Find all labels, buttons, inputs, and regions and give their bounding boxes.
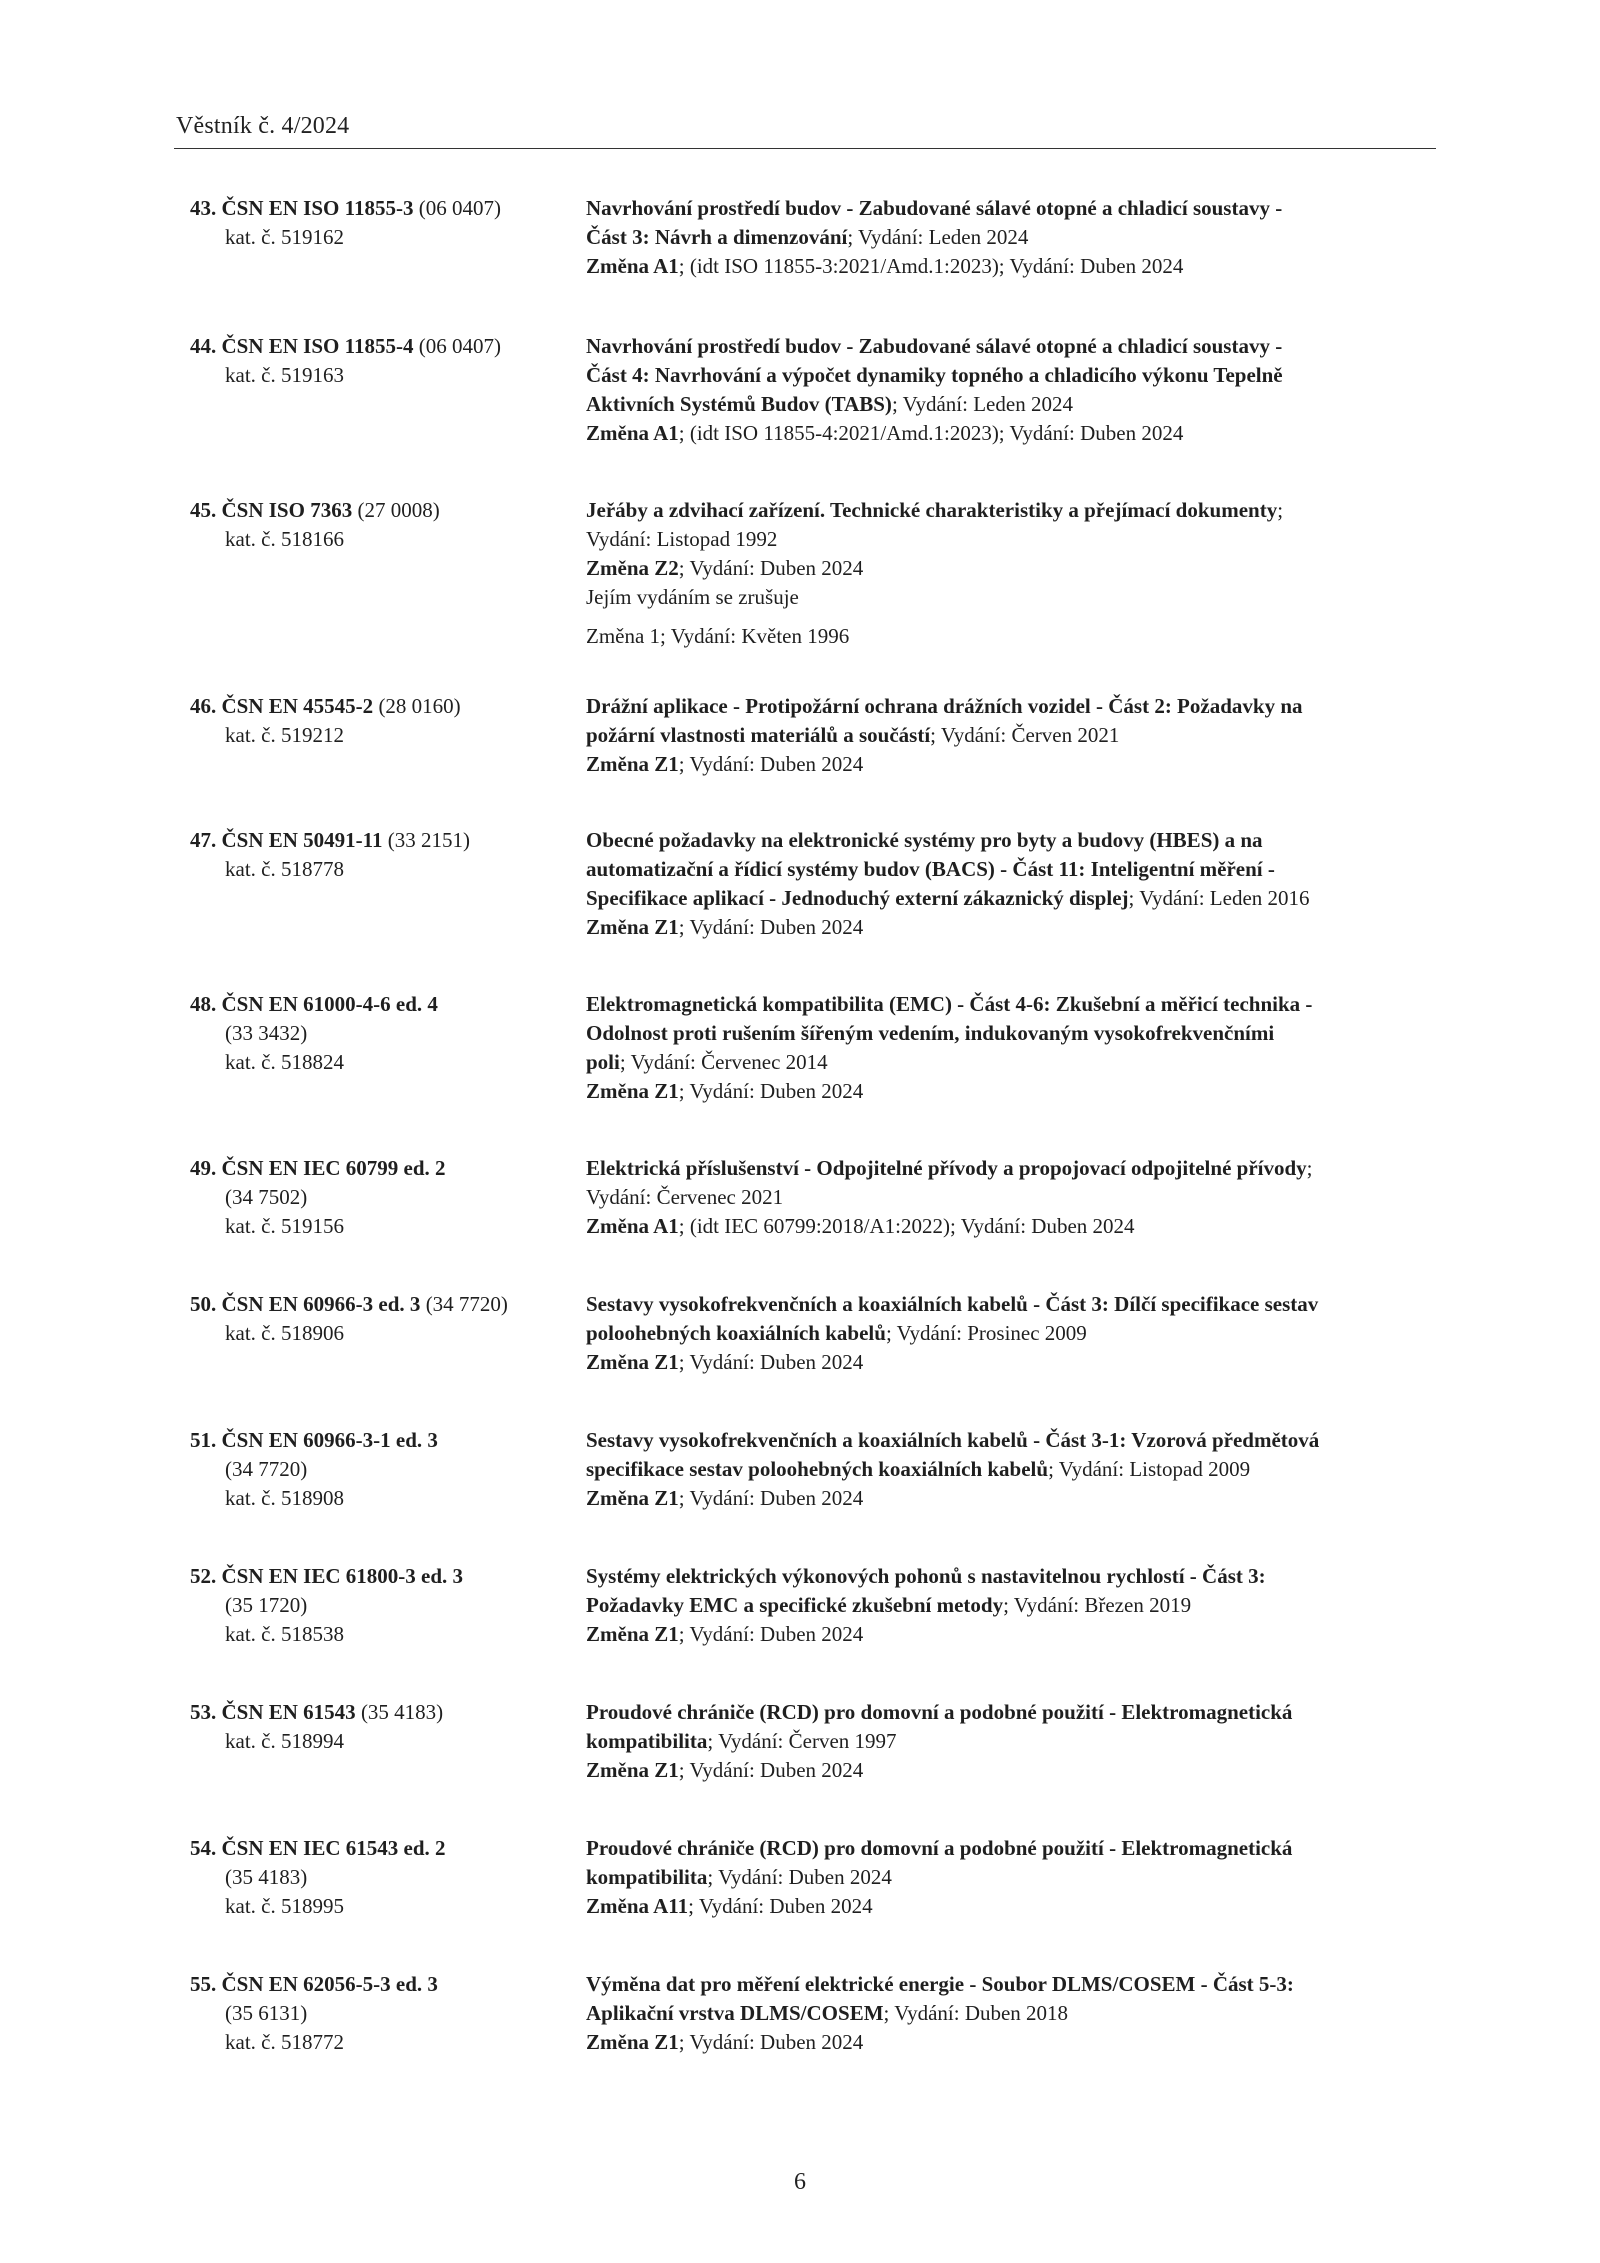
regular-text: ; Vydání: Duben 2024	[678, 752, 864, 776]
regular-text: ; Vydání: Duben 2018	[883, 2001, 1069, 2025]
bold-text: Výměna dat pro měření elektrické energie - Soubor DLMS/COSEM - Část 5-3:	[586, 1972, 1294, 1996]
standard-description-line	[586, 884, 1446, 913]
standard-description-line	[586, 1834, 1446, 1863]
bold-text: Elektromagnetická kompatibilita (EMC) - Část 4-6: Zkušební a měřicí technika -	[586, 992, 1313, 1016]
bold-text: Změna Z1	[586, 1350, 679, 1374]
standard-description-line	[586, 1727, 1446, 1756]
bold-text: 47. ČSN EN 50491-11	[190, 828, 383, 852]
standard-description-line	[586, 1591, 1446, 1620]
standard-designation-line	[190, 1290, 570, 1319]
regular-text: ; Vydání: Červen 1997	[707, 1729, 897, 1753]
standard-designation-line	[190, 332, 570, 361]
standard-designation-line	[190, 1591, 570, 1620]
standard-description	[586, 1154, 1446, 1241]
bold-text: požární vlastnosti materiálů a součástí	[586, 723, 931, 747]
standard-description-line	[586, 1999, 1446, 2028]
standard-description-line	[586, 622, 1446, 651]
standard-description-line	[586, 1077, 1446, 1106]
regular-text: ;	[1277, 498, 1284, 522]
standard-description-line	[586, 1455, 1446, 1484]
regular-text: kat. č. 519163	[225, 363, 344, 387]
bold-text: Změna Z2	[586, 556, 679, 580]
standard-description-line	[586, 1019, 1446, 1048]
bulletin-title: Věstník č. 4/2024	[176, 113, 350, 139]
regular-text: Vydání: Listopad 1992	[586, 527, 778, 551]
regular-text: kat. č. 518824	[225, 1050, 344, 1074]
regular-text: ; Vydání: Leden 2016	[1128, 886, 1310, 910]
bold-text: 45. ČSN ISO 7363	[190, 498, 353, 522]
standard-designation-line	[190, 1863, 570, 1892]
standard-designation	[190, 496, 570, 554]
bold-text: Změna Z1	[586, 1486, 679, 1510]
regular-text: kat. č. 518538	[225, 1622, 344, 1646]
bold-text: kompatibilita	[586, 1865, 708, 1889]
standard-description-line	[586, 1620, 1446, 1649]
bold-text: kompatibilita	[586, 1729, 708, 1753]
regular-text: (35 1720)	[225, 1593, 308, 1617]
standard-description	[586, 194, 1446, 281]
standard-description	[586, 1290, 1446, 1377]
regular-text: ; Vydání: Leden 2024	[847, 225, 1029, 249]
standard-designation	[190, 1562, 570, 1649]
standard-designation-line	[190, 1212, 570, 1241]
standard-description-line	[586, 1756, 1446, 1785]
bold-text: Změna Z1	[586, 2030, 679, 2054]
regular-text: ; Vydání: Březen 2019	[1003, 1593, 1192, 1617]
standard-description-line	[586, 826, 1446, 855]
page-number: 6	[794, 2169, 806, 2195]
bold-text: Proudové chrániče (RCD) pro domovní a podobné použití - Elektromagnetická	[586, 1836, 1293, 1860]
standard-description	[586, 1698, 1446, 1785]
standard-designation-line	[190, 1019, 570, 1048]
standard-description	[586, 1834, 1446, 1921]
bold-text: 44. ČSN EN ISO 11855-4	[190, 334, 414, 358]
standard-description-line	[586, 1319, 1446, 1348]
regular-text: (06 0407)	[413, 196, 501, 220]
bold-text: Elektrická příslušenství - Odpojitelné přívody a propojovací odpojitelné přívody	[586, 1156, 1307, 1180]
regular-text: kat. č. 518778	[225, 857, 344, 881]
standard-description	[586, 692, 1446, 779]
bold-text: 48. ČSN EN 61000-4-6 ed. 4	[190, 992, 438, 1016]
standard-description-line	[586, 990, 1446, 1019]
bold-text: 50. ČSN EN 60966-3 ed. 3	[190, 1292, 421, 1316]
standard-description-line	[586, 1426, 1446, 1455]
regular-text: kat. č. 518994	[225, 1729, 344, 1753]
standard-description-line	[586, 2028, 1446, 2057]
regular-text: ; Vydání: Duben 2024	[678, 1079, 864, 1103]
standard-description-line	[586, 1154, 1446, 1183]
standard-description-line	[586, 361, 1446, 390]
regular-text: ; Vydání: Duben 2024	[678, 556, 864, 580]
standard-designation-line	[190, 361, 570, 390]
regular-text: kat. č. 519212	[225, 723, 344, 747]
regular-text: ; Vydání: Leden 2024	[891, 392, 1073, 416]
bold-text: specifikace sestav poloohebných koaxiálních kabelů	[586, 1457, 1049, 1481]
regular-text: ; Vydání: Červenec 2014	[619, 1050, 828, 1074]
regular-text: (35 4183)	[355, 1700, 444, 1724]
standard-description-line	[586, 1290, 1446, 1319]
standard-description-line	[586, 1863, 1446, 1892]
bold-text: Změna Z1	[586, 752, 679, 776]
regular-text: ; Vydání: Duben 2024	[707, 1865, 892, 1889]
standard-description	[586, 1970, 1446, 2057]
regular-text: ; Vydání: Červen 2021	[930, 723, 1120, 747]
regular-text: (33 2151)	[382, 828, 471, 852]
regular-text: (33 3432)	[225, 1021, 308, 1045]
standard-description-line	[586, 1698, 1446, 1727]
bold-text: Část 3: Návrh a dimenzování	[586, 225, 848, 249]
bold-text: Aplikační vrstva DLMS/COSEM	[586, 2001, 884, 2025]
standard-designation-line	[190, 1892, 570, 1921]
bold-text: Změna Z1	[586, 1758, 679, 1782]
bold-text: Sestavy vysokofrekvenčních a koaxiálních kabelů - Část 3-1: Vzorová předmětová	[586, 1428, 1320, 1452]
regular-text: (06 0407)	[413, 334, 501, 358]
standard-description-line	[586, 419, 1446, 448]
bold-text: Změna A1	[586, 421, 679, 445]
regular-text: (34 7720)	[225, 1457, 308, 1481]
bold-text: Změna Z1	[586, 1079, 679, 1103]
standard-description-line	[586, 1348, 1446, 1377]
standard-designation-line	[190, 826, 570, 855]
regular-text: Změna 1; Vydání: Květen 1996	[586, 624, 850, 648]
standard-designation-line	[190, 1048, 570, 1077]
regular-text: (28 0160)	[373, 694, 461, 718]
regular-text: ; Vydání: Duben 2024	[678, 2030, 864, 2054]
standard-designation	[190, 990, 570, 1077]
regular-text: kat. č. 519156	[225, 1214, 344, 1238]
standard-designation-line	[190, 223, 570, 252]
regular-text: ; Vydání: Listopad 2009	[1048, 1457, 1251, 1481]
bold-text: Sestavy vysokofrekvenčních a koaxiálních kabelů - Část 3: Dílčí specifikace sestav	[586, 1292, 1319, 1316]
bold-text: Drážní aplikace - Protipožární ochrana drážních vozidel - Část 2: Požadavky na	[586, 694, 1303, 718]
standard-description-line	[586, 855, 1446, 884]
standard-designation	[190, 1698, 570, 1756]
standard-description	[586, 1426, 1446, 1513]
bold-text: 46. ČSN EN 45545-2	[190, 694, 374, 718]
standard-description-line	[586, 332, 1446, 361]
bold-text: Odolnost proti rušením šířeným vedením, indukovaným vysokofrekvenčními	[586, 1021, 1275, 1045]
bold-text: Systémy elektrických výkonových pohonů s nastavitelnou rychlostí - Část 3:	[586, 1564, 1266, 1588]
standard-description-line	[586, 223, 1446, 252]
bold-text: Změna A1	[586, 254, 679, 278]
regular-text: kat. č. 518995	[225, 1894, 344, 1918]
bold-text: 51. ČSN EN 60966-3-1 ed. 3	[190, 1428, 438, 1452]
standard-description-line	[586, 252, 1446, 281]
standard-designation	[190, 1290, 570, 1348]
regular-text: Jejím vydáním se zrušuje	[586, 585, 799, 609]
standard-designation	[190, 1834, 570, 1921]
regular-text: kat. č. 518908	[225, 1486, 344, 1510]
regular-text: kat. č. 518772	[225, 2030, 344, 2054]
standard-description-line	[586, 583, 1446, 612]
regular-text: (35 6131)	[225, 2001, 308, 2025]
bold-text: Jeřáby a zdvihací zařízení. Technické charakteristiky a přejímací dokumenty	[586, 498, 1278, 522]
bold-text: Navrhování prostředí budov - Zabudované sálavé otopné a chladicí soustavy -	[586, 334, 1283, 358]
standard-description-line	[586, 525, 1446, 554]
standard-designation-line	[190, 721, 570, 750]
bold-text: Změna A11	[586, 1894, 689, 1918]
standard-designation-line	[190, 1698, 570, 1727]
bold-text: Změna A1	[586, 1214, 679, 1238]
regular-text: Vydání: Červenec 2021	[586, 1185, 784, 1209]
standard-description-line	[586, 750, 1446, 779]
standard-description-line	[586, 554, 1446, 583]
bold-text: 55. ČSN EN 62056-5-3 ed. 3	[190, 1972, 438, 1996]
standard-designation-line	[190, 496, 570, 525]
bold-text: Změna Z1	[586, 915, 679, 939]
standard-description	[586, 990, 1446, 1106]
standard-description-line	[586, 1183, 1446, 1212]
bold-text: Proudové chrániče (RCD) pro domovní a podobné použití - Elektromagnetická	[586, 1700, 1293, 1724]
standard-description-line	[586, 1484, 1446, 1513]
bold-text: Aktivních Systémů Budov (TABS)	[586, 392, 892, 416]
bold-text: Část 4: Navrhování a výpočet dynamiky topného a chladicího výkonu Tepelně	[586, 363, 1283, 387]
standard-designation-line	[190, 990, 570, 1019]
page-header	[174, 112, 1436, 149]
bold-text: poloohebných koaxiálních kabelů	[586, 1321, 886, 1345]
standard-designation-line	[190, 1183, 570, 1212]
standard-designation-line	[190, 1426, 570, 1455]
bold-text: Specifikace aplikací - Jednoduchý externí zákaznický displej	[586, 886, 1129, 910]
standard-designation-line	[190, 1834, 570, 1863]
standard-description	[586, 826, 1446, 942]
standard-designation	[190, 692, 570, 750]
standard-designation	[190, 332, 570, 390]
standard-designation-line	[190, 855, 570, 884]
bold-text: 52. ČSN EN IEC 61800-3 ed. 3	[190, 1564, 464, 1588]
standard-designation-line	[190, 1620, 570, 1649]
bold-text: Požadavky EMC a specifické zkušební metody	[586, 1593, 1004, 1617]
regular-text: ; Vydání: Prosinec 2009	[885, 1321, 1087, 1345]
standard-designation-line	[190, 2028, 570, 2057]
standard-designation-line	[190, 1455, 570, 1484]
regular-text: ; (idt ISO 11855-3:2021/Amd.1:2023); Vydání: Duben 2024	[678, 254, 1184, 278]
standard-description-line	[586, 1048, 1446, 1077]
standard-designation-line	[190, 1999, 570, 2028]
standard-designation-line	[190, 1484, 570, 1513]
bold-text: Navrhování prostředí budov - Zabudované sálavé otopné a chladicí soustavy -	[586, 196, 1283, 220]
regular-text: ; Vydání: Duben 2024	[678, 1758, 864, 1782]
bold-text: poli	[586, 1050, 620, 1074]
bold-text: 53. ČSN EN 61543	[190, 1700, 356, 1724]
regular-text: (34 7720)	[420, 1292, 508, 1316]
standard-designation-line	[190, 692, 570, 721]
regular-text: kat. č. 518906	[225, 1321, 344, 1345]
regular-text: ; Vydání: Duben 2024	[688, 1894, 873, 1918]
standard-designation	[190, 1426, 570, 1513]
standard-description-line	[586, 194, 1446, 223]
regular-text: ; (idt ISO 11855-4:2021/Amd.1:2023); Vydání: Duben 2024	[678, 421, 1184, 445]
standard-designation-line	[190, 1727, 570, 1756]
standard-designation	[190, 1970, 570, 2057]
standard-description-line	[586, 1212, 1446, 1241]
regular-text: ; (idt IEC 60799:2018/A1:2022); Vydání: Duben 2024	[678, 1214, 1135, 1238]
bold-text: 43. ČSN EN ISO 11855-3	[190, 196, 414, 220]
standard-designation-line	[190, 1154, 570, 1183]
standard-designation-line	[190, 1562, 570, 1591]
regular-text: (27 0008)	[352, 498, 440, 522]
standard-description-line	[586, 1562, 1446, 1591]
standard-description	[586, 1562, 1446, 1649]
standard-description-line	[586, 1892, 1446, 1921]
regular-text: ; Vydání: Duben 2024	[678, 1622, 864, 1646]
standard-description-line	[586, 1970, 1446, 1999]
regular-text: ; Vydání: Duben 2024	[678, 915, 864, 939]
standard-designation	[190, 1154, 570, 1241]
standard-description-line	[586, 390, 1446, 419]
standard-designation-line	[190, 194, 570, 223]
standard-description-line	[586, 692, 1446, 721]
bold-text: Změna Z1	[586, 1622, 679, 1646]
standard-designation-line	[190, 1970, 570, 1999]
regular-text: ;	[1306, 1156, 1313, 1180]
bold-text: 54. ČSN EN IEC 61543 ed. 2	[190, 1836, 446, 1860]
standard-description-line	[586, 721, 1446, 750]
regular-text: (34 7502)	[225, 1185, 308, 1209]
standard-designation	[190, 194, 570, 252]
regular-text: ; Vydání: Duben 2024	[678, 1486, 864, 1510]
standard-designation-line	[190, 1319, 570, 1348]
standard-designation-line	[190, 525, 570, 554]
standard-description	[586, 332, 1446, 448]
standard-designation	[190, 826, 570, 884]
standard-description-line	[586, 913, 1446, 942]
regular-text: ; Vydání: Duben 2024	[678, 1350, 864, 1374]
regular-text: (35 4183)	[225, 1865, 308, 1889]
bold-text: automatizační a řídicí systémy budov (BACS) - Část 11: Inteligentní měření -	[586, 857, 1275, 881]
bold-text: 49. ČSN EN IEC 60799 ed. 2	[190, 1156, 446, 1180]
regular-text: kat. č. 518166	[225, 527, 344, 551]
standard-description-line	[586, 496, 1446, 525]
regular-text: kat. č. 519162	[225, 225, 344, 249]
standard-description	[586, 496, 1446, 651]
bold-text: Obecné požadavky na elektronické systémy pro byty a budovy (HBES) a na	[586, 828, 1263, 852]
